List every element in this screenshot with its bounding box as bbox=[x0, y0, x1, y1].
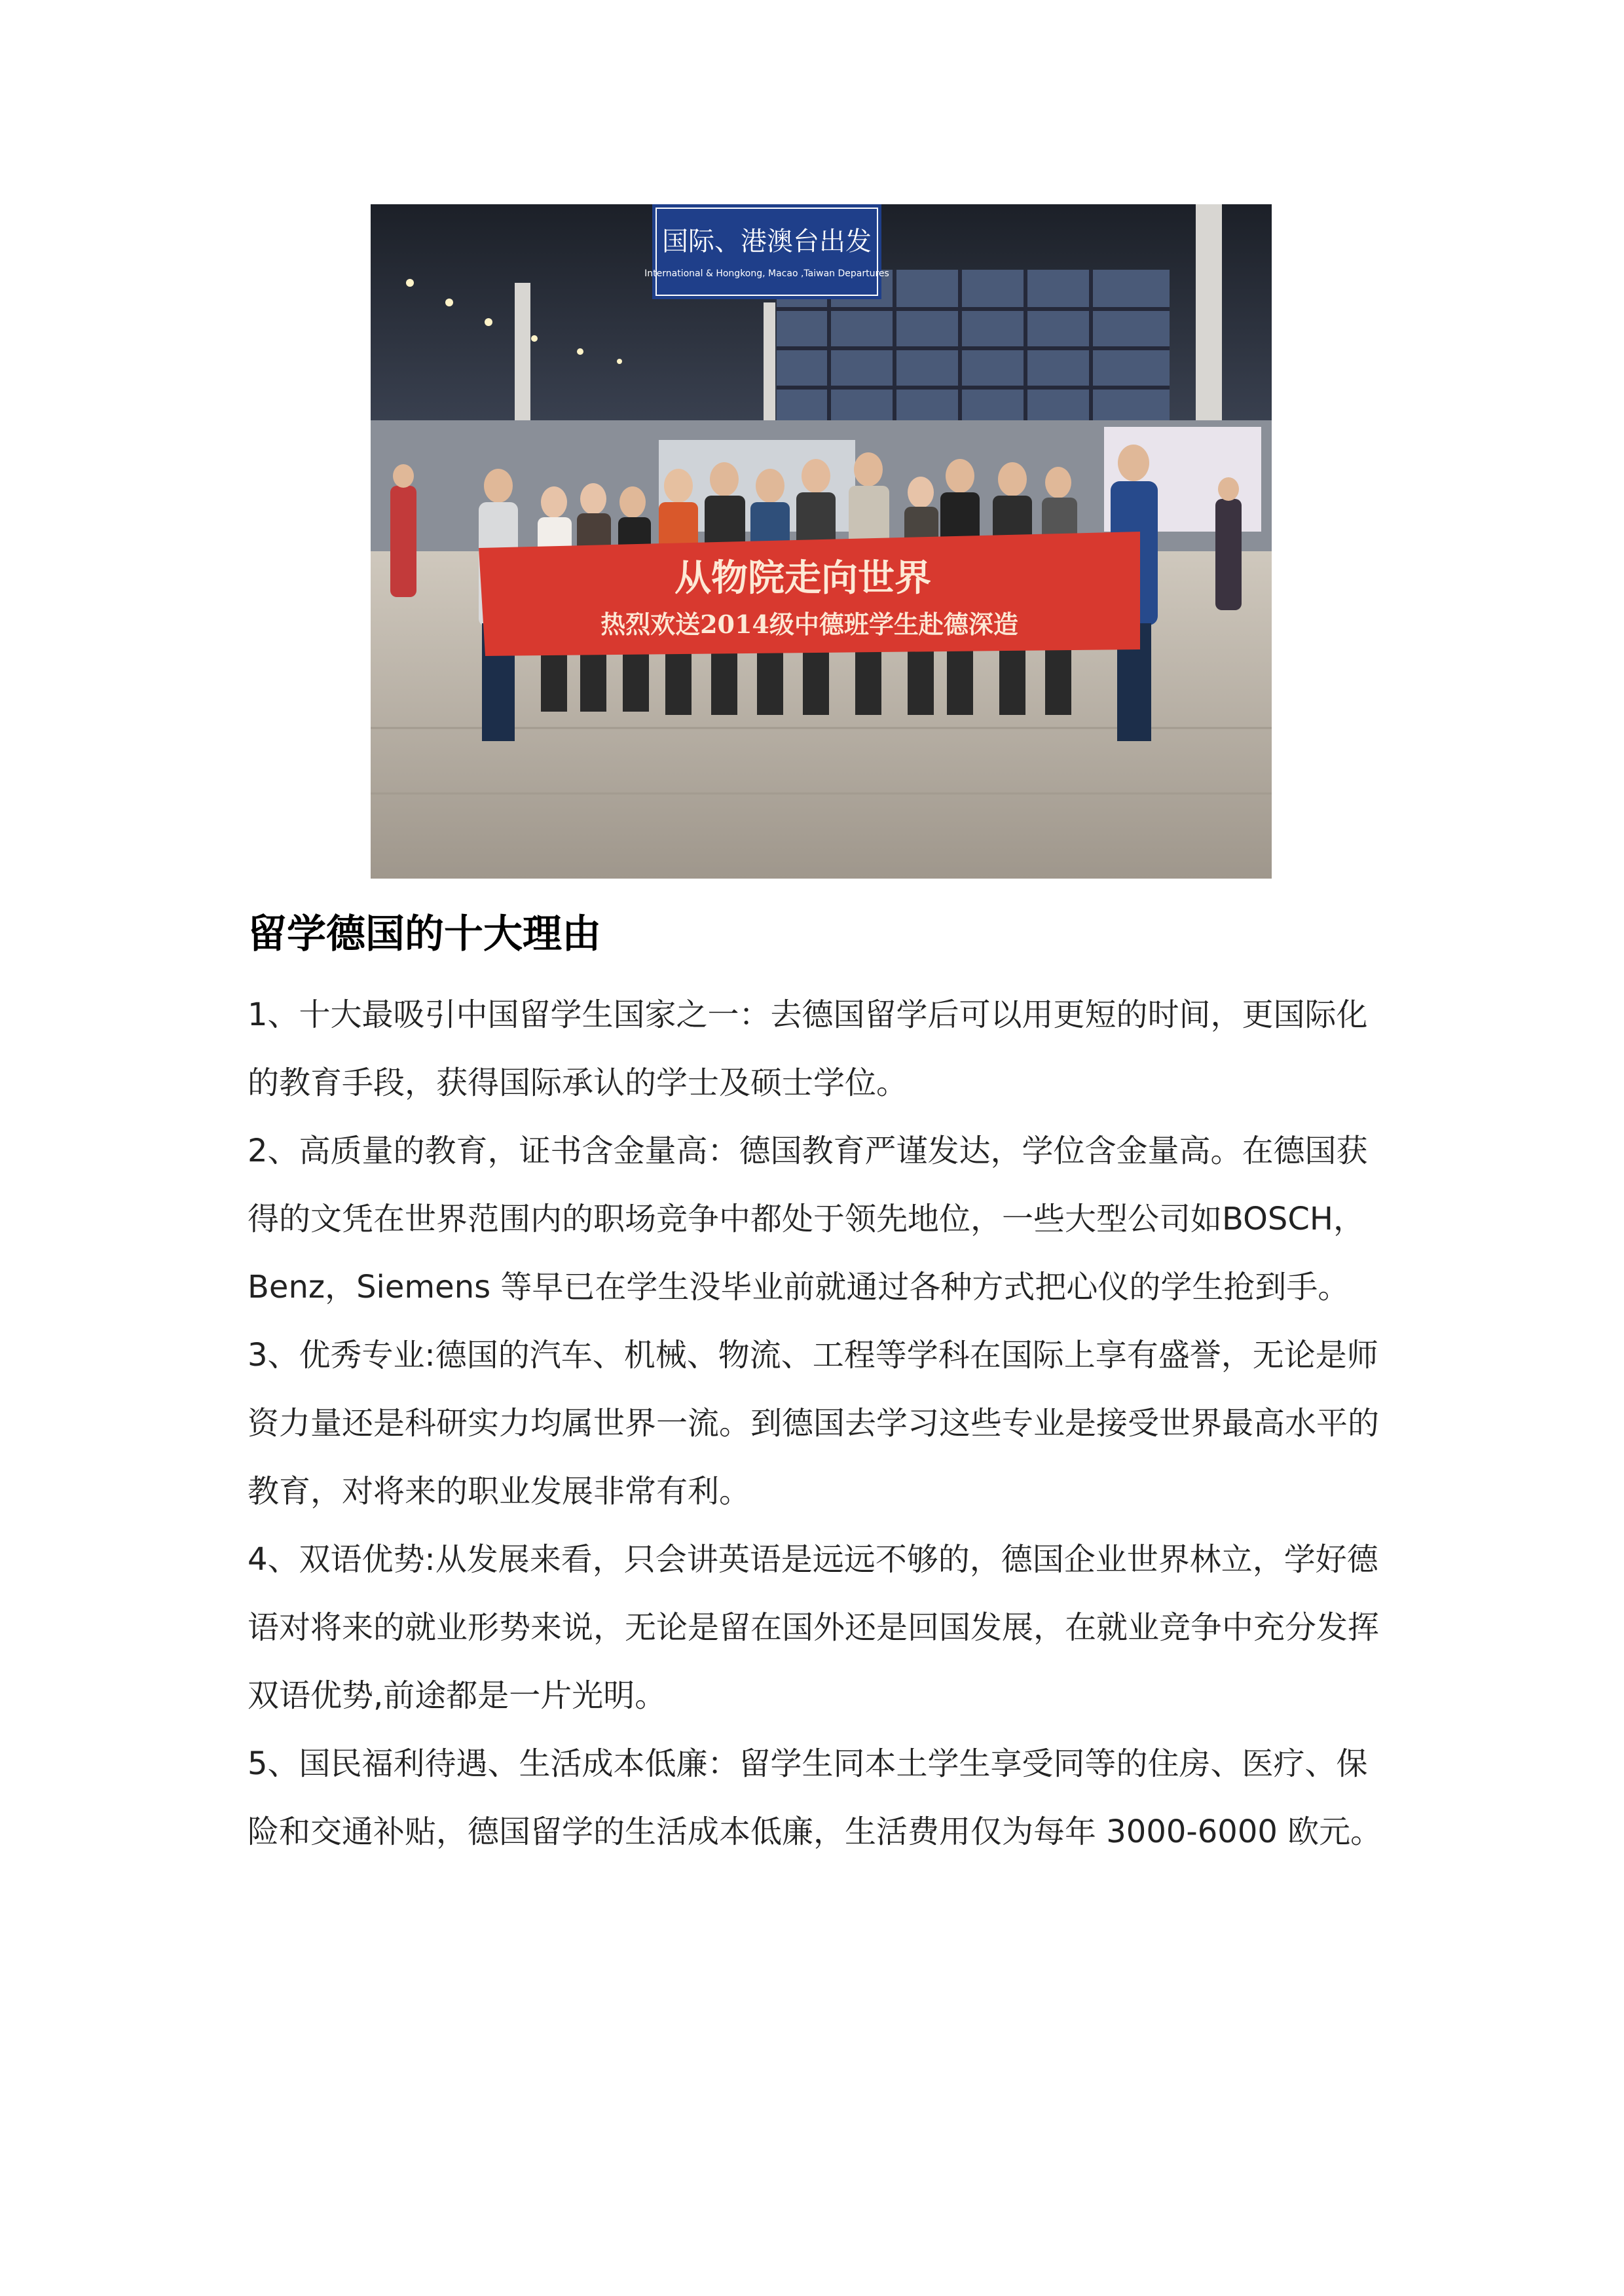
article-heading: 留学德国的十大理由 bbox=[248, 911, 601, 957]
farewell-banner bbox=[479, 532, 1140, 656]
article-body bbox=[248, 981, 1395, 1866]
banner-line-1: 从物院走向世界 bbox=[674, 556, 931, 600]
departure-sign-en: International & Hongkong, Macao ,Taiwan Departures bbox=[644, 268, 889, 279]
group-photo bbox=[371, 204, 1272, 879]
reason-paragraph-1: 1、十大最吸引中国留学生国家之一：去德国留学后可以用更短的时间，更国际化的教育手段，获得国际承认的学士及硕士学位。 bbox=[248, 996, 1368, 1101]
reason-paragraph-3: 3、优秀专业:德国的汽车、机械、物流、工程等学科在国际上享有盛誉，无论是师资力量还是科研实力均属世界一流。到德国去学习这些专业是接受世界最高水平的教育，对将来的职业发展非常有利。 bbox=[248, 1337, 1380, 1510]
reason-paragraph-5: 5、国民福利待遇、生活成本低廉：留学生同本土学生享受同等的住房、医疗、保险和交通补贴，德国留学的生活成本低廉，生活费用仅为每年 3000-6000 欧元。 bbox=[248, 1745, 1382, 1850]
group-photo-scene bbox=[371, 204, 1272, 879]
reason-paragraph-2: 2、高质量的教育，证书含金量高：德国教育严谨发达，学位含金量高。在德国获得的文凭在世界范围内的职场竞争中都处于领先地位，一些大型公司如BOSCH，Benz，Siemens 等早已在学生没毕业前就通过各种方式把心仪的学生抢到手。 bbox=[248, 1133, 1368, 1305]
departure-sign-cn: 国际、港澳台出发 bbox=[662, 227, 872, 257]
reason-paragraph-4: 4、双语优势:从发展来看，只会讲英语是远远不够的，德国企业世界林立，学好德语对将来的就业形势来说，无论是留在国外还是回国发展，在就业竞争中充分发挥双语优势,前途都是一片光明。 bbox=[248, 1541, 1380, 1714]
banner-line-2: 热烈欢送2014级中德班学生赴德深造 bbox=[600, 610, 1018, 639]
